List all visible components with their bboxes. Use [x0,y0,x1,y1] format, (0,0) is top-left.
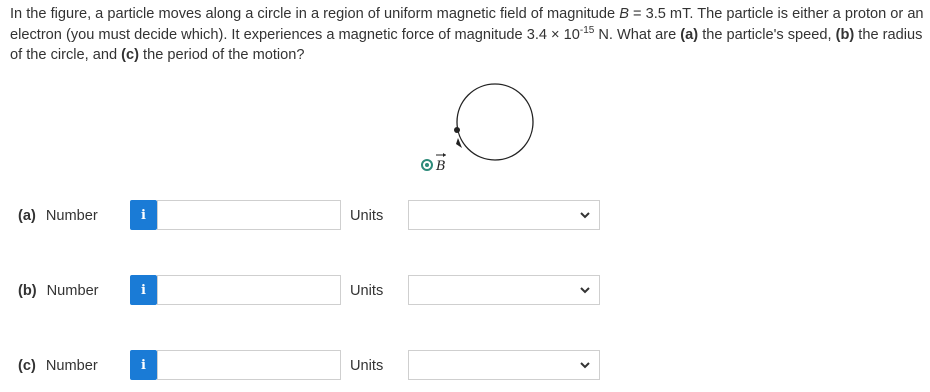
answer-row-a [0,200,930,234]
info-button[interactable]: i [130,350,157,380]
field-label: B [436,159,446,174]
part-a-tag: (a) [680,26,699,43]
number-input-b[interactable] [157,275,341,305]
question-segment: = 3.5 mT. The particle is either a proton or an electron (you must decide which). It experiences a magnetic force of magnitude 3.4 × 10 [10,6,924,43]
part-b-label [18,283,99,299]
answer-row-b [0,275,930,309]
chevron-down-icon [579,359,591,371]
number-input-c[interactable] [157,350,341,380]
question-segment: N. What are [594,26,681,43]
answer-row-c [0,350,930,384]
part-tag: (c) [18,358,36,374]
part-a-label [18,208,98,224]
question-segment: the particle's speed, [698,26,836,43]
number-label: Number [45,208,98,224]
number-label: Number [45,358,98,374]
part-tag: (a) [18,208,36,224]
number-input-a[interactable] [157,200,341,230]
circle-diagram [410,80,550,180]
field-vector-arrow-icon [436,153,446,157]
units-select-c[interactable] [408,350,600,380]
chevron-down-icon [579,209,591,221]
units-select-b[interactable] [408,275,600,305]
info-button[interactable]: i [130,275,157,305]
part-b-tag: (b) [835,26,855,43]
particle-dot [454,127,460,133]
question-segment: In the figure, a particle moves along a circle in a region of uniform magnetic field of magnitude [10,6,620,22]
part-tag: (b) [18,283,37,299]
question-text [10,4,925,66]
number-label: Number [46,283,99,299]
variable-b: B [619,6,629,22]
exponent: -15 [579,24,595,36]
question-segment: the radius of the circle, and [10,26,923,63]
units-label: Units [350,208,384,224]
info-button[interactable]: i [130,200,157,230]
units-label: Units [350,358,384,374]
figure-circle-motion [410,80,550,180]
particle-path-circle [457,84,533,160]
chevron-down-icon [579,284,591,296]
units-select-a[interactable] [408,200,600,230]
field-out-of-page-icon [422,160,432,170]
question-segment: the period of the motion? [138,47,305,63]
part-c-label [18,358,98,374]
units-label: Units [350,283,384,299]
part-c-tag: (c) [121,47,139,63]
